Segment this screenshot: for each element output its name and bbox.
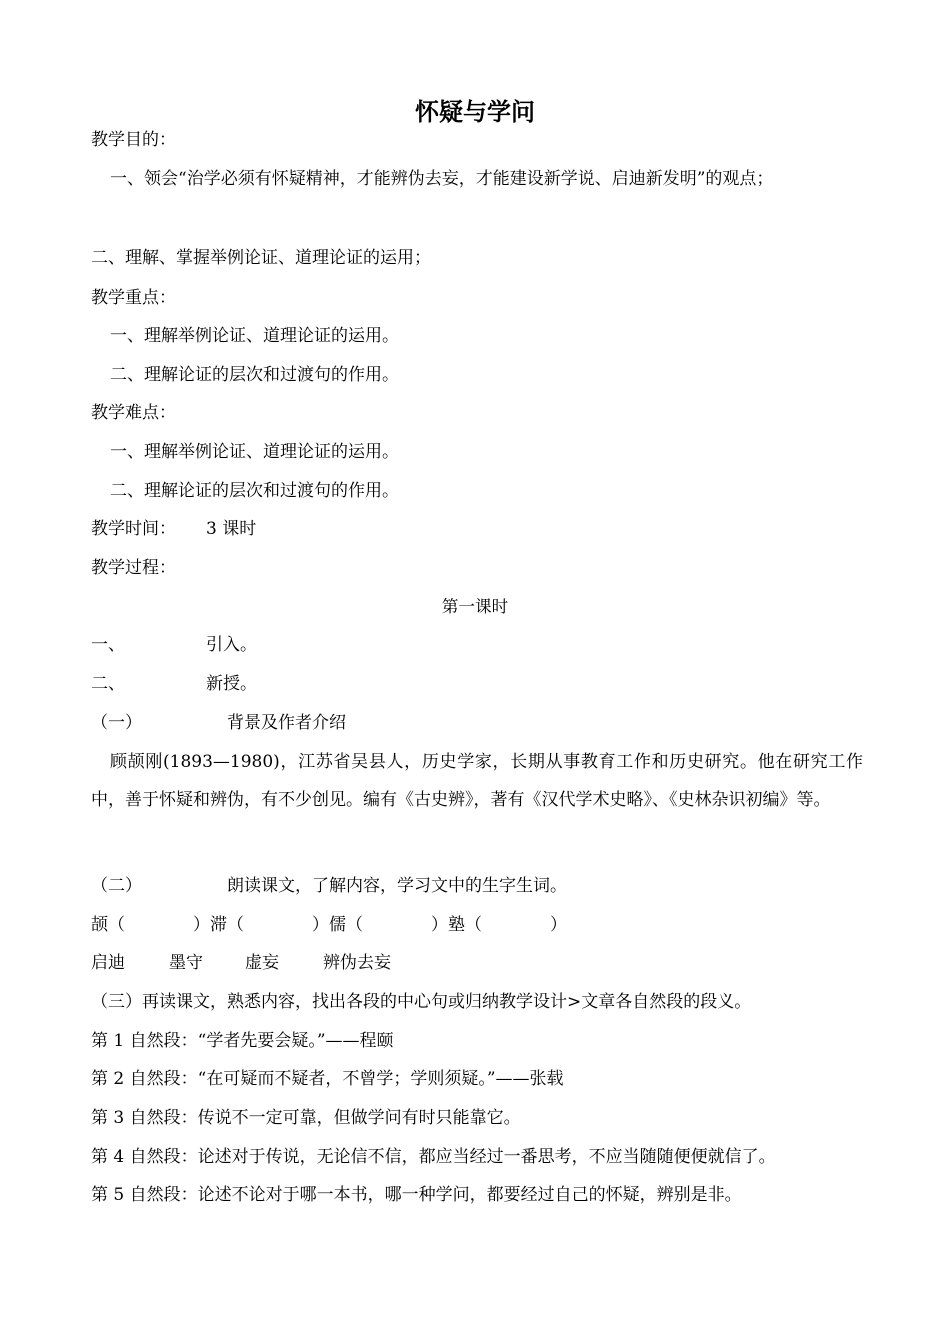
difficulty-item-2: 二、理解论证的层次和过渡句的作用。 <box>110 481 399 501</box>
difficulties-heading: 教学难点： <box>91 403 176 423</box>
sub-step-2-number: （二） <box>91 876 142 896</box>
time-value: 3 课时 <box>206 519 257 539</box>
vocab-item: 启迪 <box>91 953 125 973</box>
step-2-text: 新授。 <box>206 674 257 694</box>
document-title: 怀疑与学问 <box>415 97 535 126</box>
objectives-heading: 教学目的： <box>91 130 176 150</box>
key-points-heading: 教学重点： <box>91 288 176 308</box>
sub-step-1-text: 背景及作者介绍 <box>227 713 346 733</box>
objective-item-2: 二、理解、掌握举例论证、道理论证的运用； <box>91 248 431 268</box>
process-heading: 教学过程： <box>91 558 176 578</box>
difficulty-item-1: 一、理解举例论证、道理论证的运用。 <box>110 442 399 462</box>
paragraph-summary-3: 第 3 自然段：传说不一定可靠，但做学问有时只能靠它。 <box>91 1108 521 1128</box>
author-paragraph: 顾颉刚(1893—1980)，江苏省吴县人，历史学家，长期从事教育工作和历史研究。他在研究工作中，善于怀疑和辨伪，有不少创见。编有《古史辨》，著有《汉代学术史略》、《史林杂识初编》等。 <box>91 752 863 810</box>
lesson-title: 第一课时 <box>441 597 509 616</box>
vocab-item: 墨守 <box>169 953 203 973</box>
objective-item-1: 一、领会“治学必须有怀疑精神，才能辨伪去妄，才能建设新学说、启迪新发明”的观点； <box>110 169 774 189</box>
key-point-item-2: 二、理解论证的层次和过渡句的作用。 <box>110 365 399 385</box>
sub-step-1-number: （一） <box>91 713 142 733</box>
time-label: 教学时间： <box>91 519 176 539</box>
paragraph-summary-1: 第 1 自然段：“学者先要会疑。”——程颐 <box>91 1031 394 1051</box>
key-point-item-1: 一、理解举例论证、道理论证的运用。 <box>110 326 399 346</box>
step-2-number: 二、 <box>91 674 125 694</box>
vocab-item: 虚妄 <box>245 953 279 973</box>
step-1-number: 一、 <box>91 635 125 655</box>
paragraph-summary-5: 第 5 自然段：论述不论对于哪一本书，哪一种学问，都要经过自己的怀疑，辨别是非。 <box>91 1185 742 1205</box>
vocab-list <box>91 951 391 975</box>
sub-step-2-text: 朗读课文，了解内容，学习文中的生字生词。 <box>227 876 567 896</box>
paragraph-summary-4: 第 4 自然段：论述对于传说，无论信不信，都应当经过一番思考，不应当随随便便就信了。 <box>91 1147 776 1167</box>
vocab-item: 辨伪去妄 <box>323 953 391 973</box>
step-1-text: 引入。 <box>206 635 257 655</box>
pronunciation-line: 颉（ ）滞（ ）儒（ ）塾（ ） <box>91 915 567 935</box>
paragraph-summary-2: 第 2 自然段：“在可疑而不疑者，不曾学；学则须疑。”——张载 <box>91 1069 564 1089</box>
sub-step-3-text: （三）再读课文，熟悉内容，找出各段的中心句或归纳教学设计>文章各自然段的段义。 <box>91 992 752 1012</box>
